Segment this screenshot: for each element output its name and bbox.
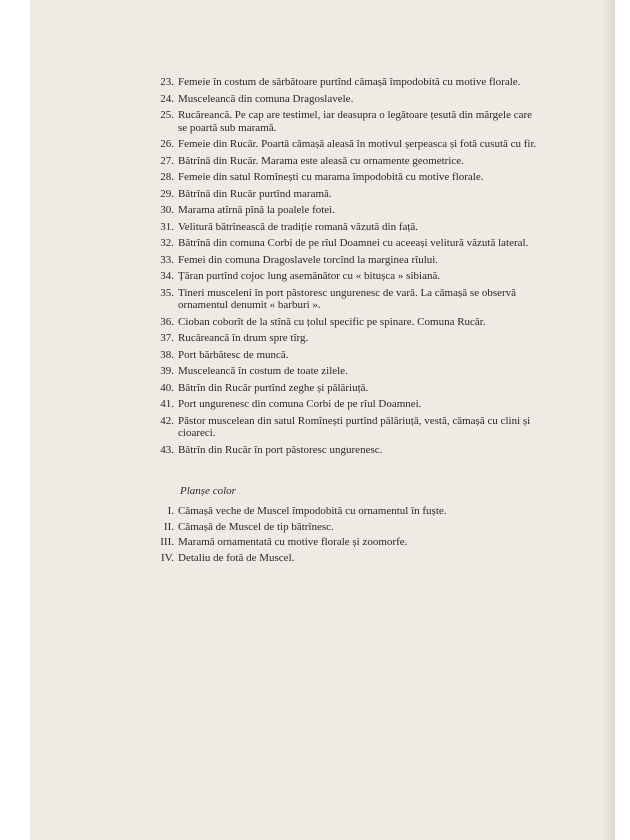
list-item-number: 28. <box>160 171 174 183</box>
list-item-text: Femeie din satul Romînești cu marama împodobită cu motive florale. <box>178 171 484 183</box>
list-item-number: 34. <box>160 270 174 282</box>
plate-item <box>148 521 538 534</box>
plate-item <box>148 505 538 518</box>
list-item-text: Port ungurenesc din comuna Corbi de pe rîul Doamnei. <box>178 398 422 410</box>
plate-item-number: II. <box>163 520 174 533</box>
list-item-text: Musceleancă din comuna Dragoslavele. <box>178 92 354 105</box>
list-item-text: Femeie în costum de sărbătoare purtînd cămașă împodobită cu motive florale. <box>178 76 521 88</box>
list-item-number: 27. <box>160 154 174 167</box>
list-item <box>148 444 538 457</box>
plate-item-text: Cămașă de Muscel de tip bătrînesc. <box>178 520 334 533</box>
list-item-text: Marama atîrnă pînă la poalele fotei. <box>178 204 335 216</box>
list-item-text: Păstor muscelean din satul Romînești purtînd pălăriuță, vestă, cămașă cu clini și cioareci. <box>178 414 531 439</box>
list-item <box>148 237 538 250</box>
list-item-text: Rucăreancă în drum spre tîrg. <box>178 332 309 344</box>
plate-item-number: III. <box>160 536 174 548</box>
list-item <box>148 287 538 312</box>
list-item-text: Musceleancă în costum de toate zilele. <box>178 365 348 377</box>
list-item-number: 32. <box>160 237 174 249</box>
list-item-number: 39. <box>160 365 174 377</box>
plates-heading: Planșe color <box>180 485 236 497</box>
list-item-number: 43. <box>160 443 174 456</box>
list-item <box>148 188 538 201</box>
list-item-number: 40. <box>160 381 174 394</box>
list-item-text: Rucăreancă. Pe cap are testimel, iar deasupra o legătoare țesută din mărgele care se poartă sub maramă. <box>178 109 533 134</box>
list-item-text: Femeie din Rucăr. Poartă cămașă aleasă în motivul șerpeasca și fotă cusută cu fir. <box>178 138 537 150</box>
list-item <box>148 270 538 283</box>
list-item-number: 33. <box>160 253 174 266</box>
list-item <box>148 109 538 134</box>
list-item-text: Port bărbătesc de muncă. <box>178 348 289 361</box>
list-item <box>148 332 538 345</box>
list-item <box>148 155 538 168</box>
list-item-number: 36. <box>160 315 174 328</box>
list-item-text: Bătrînă din comuna Corbi de pe rîul Doamnei cu aceeași velitură văzută lateral. <box>178 237 529 249</box>
list-item-number: 42. <box>160 414 174 427</box>
list-item <box>148 398 538 411</box>
plate-item-number: IV. <box>161 551 174 564</box>
list-item-number: 37. <box>160 332 174 344</box>
list-item-text: Cioban coborît de la stînă cu țolul specific pe spinare. Comuna Rucăr. <box>178 315 486 328</box>
list-item-text: Bătrîn din Rucăr purtînd zeghe și pălăriuță. <box>178 381 369 394</box>
list-item-text: Velitură bătrînească de tradiție romană văzută din față. <box>178 220 419 233</box>
list-item-number: 41. <box>160 398 174 410</box>
list-item-number: 25. <box>160 109 174 121</box>
list-item <box>148 171 538 184</box>
list-item <box>148 316 538 329</box>
plate-item <box>148 552 538 565</box>
list-item-number: 31. <box>160 220 174 233</box>
plate-item-number: I. <box>167 505 174 517</box>
list-item <box>148 415 538 440</box>
list-item-text: Bătrîn din Rucăr în port păstoresc ungurenesc. <box>178 443 383 456</box>
plate-item-text: Detaliu de fotă de Muscel. <box>178 551 295 564</box>
list-item <box>148 138 538 151</box>
list-item-number: 35. <box>160 286 174 299</box>
list-item <box>148 365 538 378</box>
plate-item <box>148 536 538 549</box>
page-spine-shadow <box>603 0 615 840</box>
list-item-number: 26. <box>160 138 174 150</box>
illustration-list <box>148 76 538 460</box>
list-item-text: Bătrînă din Rucăr purtînd maramă. <box>178 187 332 200</box>
list-item <box>148 76 538 89</box>
list-item <box>148 349 538 362</box>
list-item <box>148 382 538 395</box>
list-item-number: 23. <box>160 76 174 88</box>
list-item-text: Bătrînă din Rucăr. Marama este aleasă cu ornamente geometrice. <box>178 154 464 167</box>
plate-item-text: Cămașă veche de Muscel împodobită cu ornamentul în fuște. <box>178 505 447 517</box>
plate-item-text: Maramă ornamentată cu motive florale și zoomorfe. <box>178 536 408 548</box>
list-item <box>148 221 538 234</box>
list-item-text: Țăran purtînd cojoc lung asemănător cu « bitușca » sibiană. <box>178 270 441 282</box>
list-item-text: Femei din comuna Dragoslavele torcînd la marginea rîului. <box>178 253 439 266</box>
list-item-number: 24. <box>160 92 174 105</box>
list-item-number: 38. <box>160 348 174 361</box>
color-plates-list <box>148 505 538 567</box>
list-item <box>148 254 538 267</box>
list-item <box>148 93 538 106</box>
list-item-text: Tineri musceleni în port păstoresc ungurenesc de vară. La cămașă se observă ornamentul denumit « barburi ». <box>178 286 517 311</box>
list-item-number: 29. <box>160 187 174 200</box>
list-item-number: 30. <box>160 204 174 216</box>
list-item <box>148 204 538 217</box>
